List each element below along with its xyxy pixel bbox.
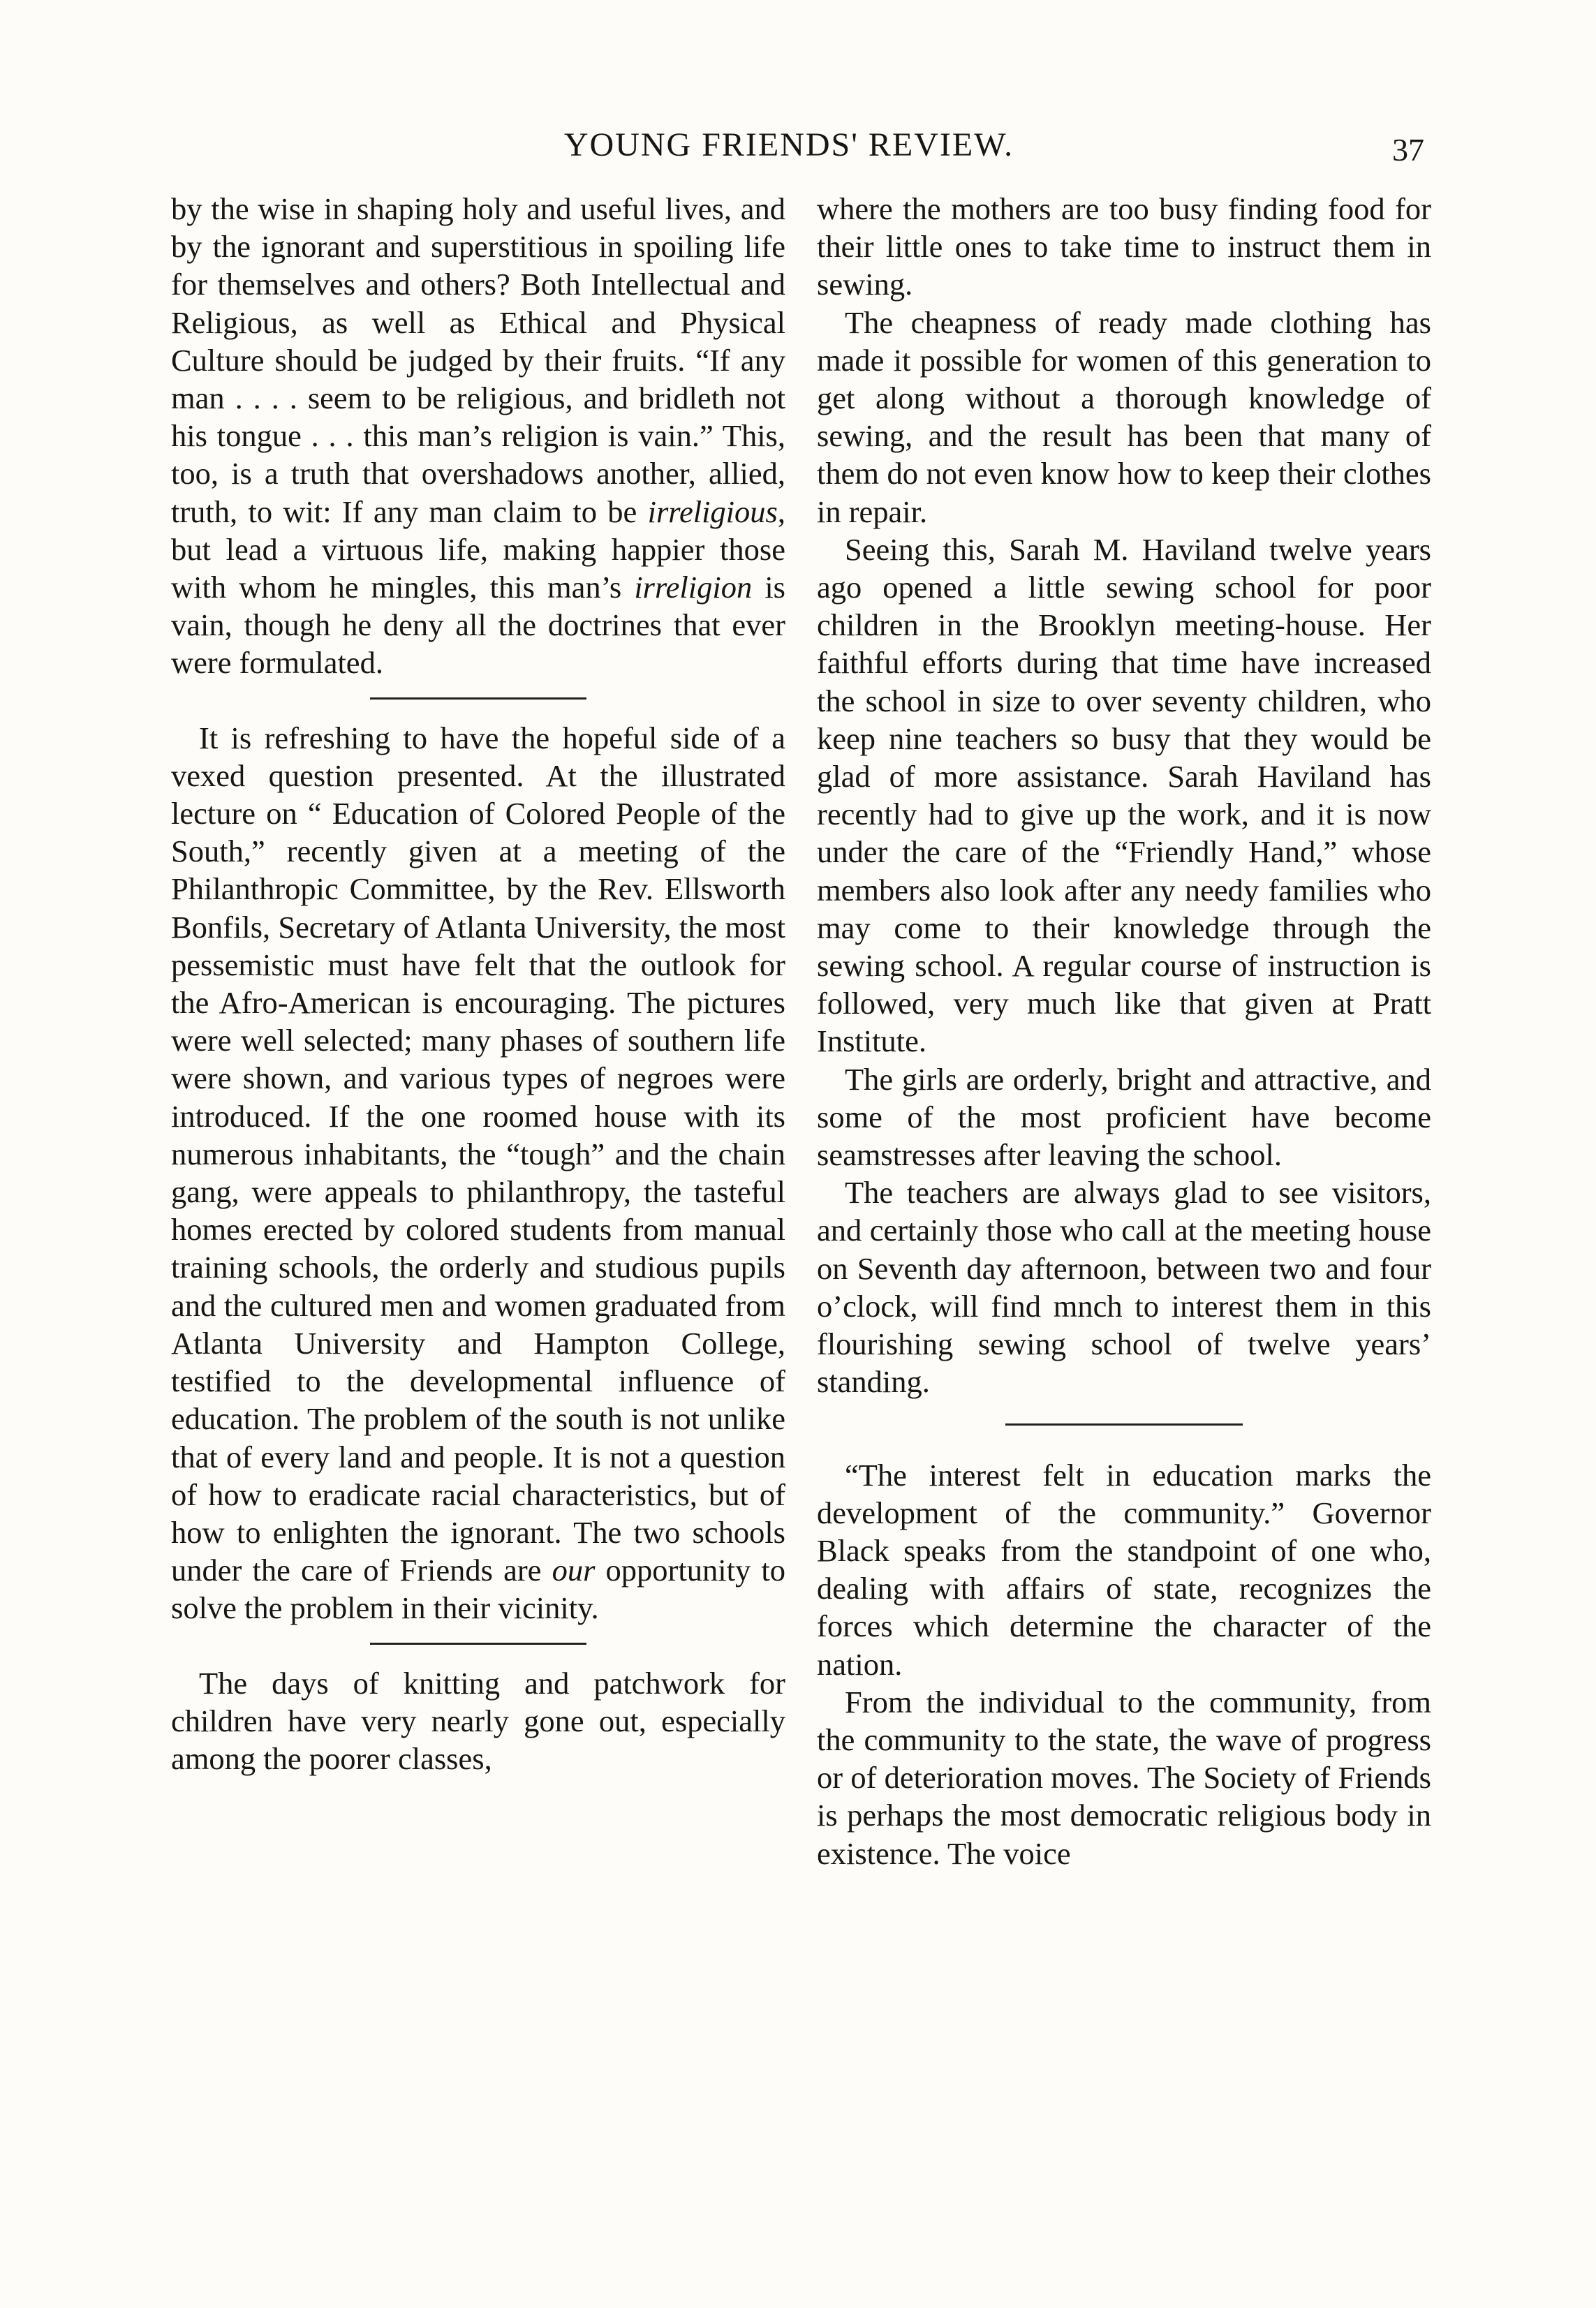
section-divider xyxy=(370,697,586,700)
paragraph-haviland-sewing-school: Seeing this, Sarah M. Haviland twelve years ago opened a little sewing school for poor children in the Brooklyn meeting-house. Her faithful efforts during that time have increased the school in size to over seventy children, who keep nine teachers so busy that they would be glad of more assistance. Sarah Haviland has recently had to give up the work, and it is now under the care of the “Friendly Hand,” whose members also look after any needy families who may come to their knowledge through the sewing school. A regular course of instruction is followed, very much like that given at Pratt Institute. xyxy=(817,531,1431,1059)
paragraph-teachers-visitors: The teachers are always glad to see visitors, and certainly those who call at the meeting house on Seventh day afternoon, between two and four o’clock, will find mnch to interest them in this flourishing sewing school of twelve years’ standing. xyxy=(817,1175,1431,1400)
italic-word-our: our xyxy=(552,1553,596,1588)
paragraph-culture-fruits xyxy=(171,190,785,682)
text-run: , but lead a virtuous life, making happier those with whom he mingles, this man’s xyxy=(171,494,785,605)
paragraph-girls-orderly: The girls are orderly, bright and attractive, and some of the most proficient have become seamstresses after leaving the school. xyxy=(817,1061,1431,1173)
text-run: is vain, though he deny all the doctrines that ever were formulated. xyxy=(171,570,785,681)
page-header xyxy=(154,126,1424,182)
right-column xyxy=(817,190,1431,1872)
italic-word-irreligious: irreligious xyxy=(647,494,778,529)
paragraph-wave-of-progress: From the individual to the community, from the community to the state, the wave of progress or of deterioration moves. The Society of Friends is perhaps the most democratic religious body in existence. The voice xyxy=(817,1684,1431,1871)
section-divider xyxy=(370,1643,586,1645)
paragraph-colored-education-lecture xyxy=(171,719,785,1627)
left-column xyxy=(171,190,785,1777)
italic-word-irreligion: irreligion xyxy=(634,570,753,605)
paragraph-ready-made-clothing: The cheapness of ready made clothing has made it possible for women of this generation to get along without a thorough knowledge of sewing, and the result has been that many of them do not even know how to keep their clothes in repair. xyxy=(817,304,1431,529)
paragraph-knitting-patchwork: The days of knitting and patchwork for children have very nearly gone out, especially among the poorer classes, xyxy=(171,1665,785,1776)
text-run: by the wise in shaping holy and useful lives, and by the ignorant and superstitious in spoiling life for themselves and others? Both Intellectual and Religious, as well as Ethical and Physical Culture should be judged by their fruits. “If any man . . . . seem to be religious, and bridleth not his tongue . . . this man’s religion is vain.” This, too, is a truth that overshadows another, allied, truth, to wit: If any man claim to be xyxy=(171,191,785,529)
paragraph-busy-mothers: where the mothers are too busy finding food for their little ones to take time to instruct them in sewing. xyxy=(817,191,1431,302)
text-run: opportunity to solve the problem in their vicinity. xyxy=(171,1553,785,1626)
section-divider xyxy=(1005,1423,1243,1426)
paragraph-governor-black: “The interest felt in education marks the development of the community.” Governor Black speaks from the standpoint of one who, dealing with affairs of state, recognizes the forces which determine the character of the nation. xyxy=(817,1457,1431,1682)
page-number: 37 xyxy=(1392,132,1424,168)
running-title: YOUNG FRIENDS' REVIEW. xyxy=(563,126,1014,163)
text-run: It is refreshing to have the hopeful side of a vexed question presented. At the illustrated lecture on “ Education of Colored People of the South,” recently given at a meeting of the Philanthropic Committee, by the Rev. Ellsworth Bonfils, Secretary of Atlanta University, the most pessemistic must have felt that the outlook for the Afro-American is encouraging. The pictures were well selected; many phases of southern life were shown, and various types of negroes were introduced. If the one roomed house with its numerous inhabitants, the “tough” and the chain gang, were appeals to philanthropy, the tasteful homes erected by colored students from manual training schools, the orderly and studious pupils and the cultured men and women graduated from Atlanta University and Hampton College, testified to the developmental influence of education. The problem of the south is not unlike that of every land and people. It is not a question of how to eradicate racial characteristics, but of how to enlighten the ignorant. The two schools under the care of Friends are xyxy=(171,720,785,1588)
